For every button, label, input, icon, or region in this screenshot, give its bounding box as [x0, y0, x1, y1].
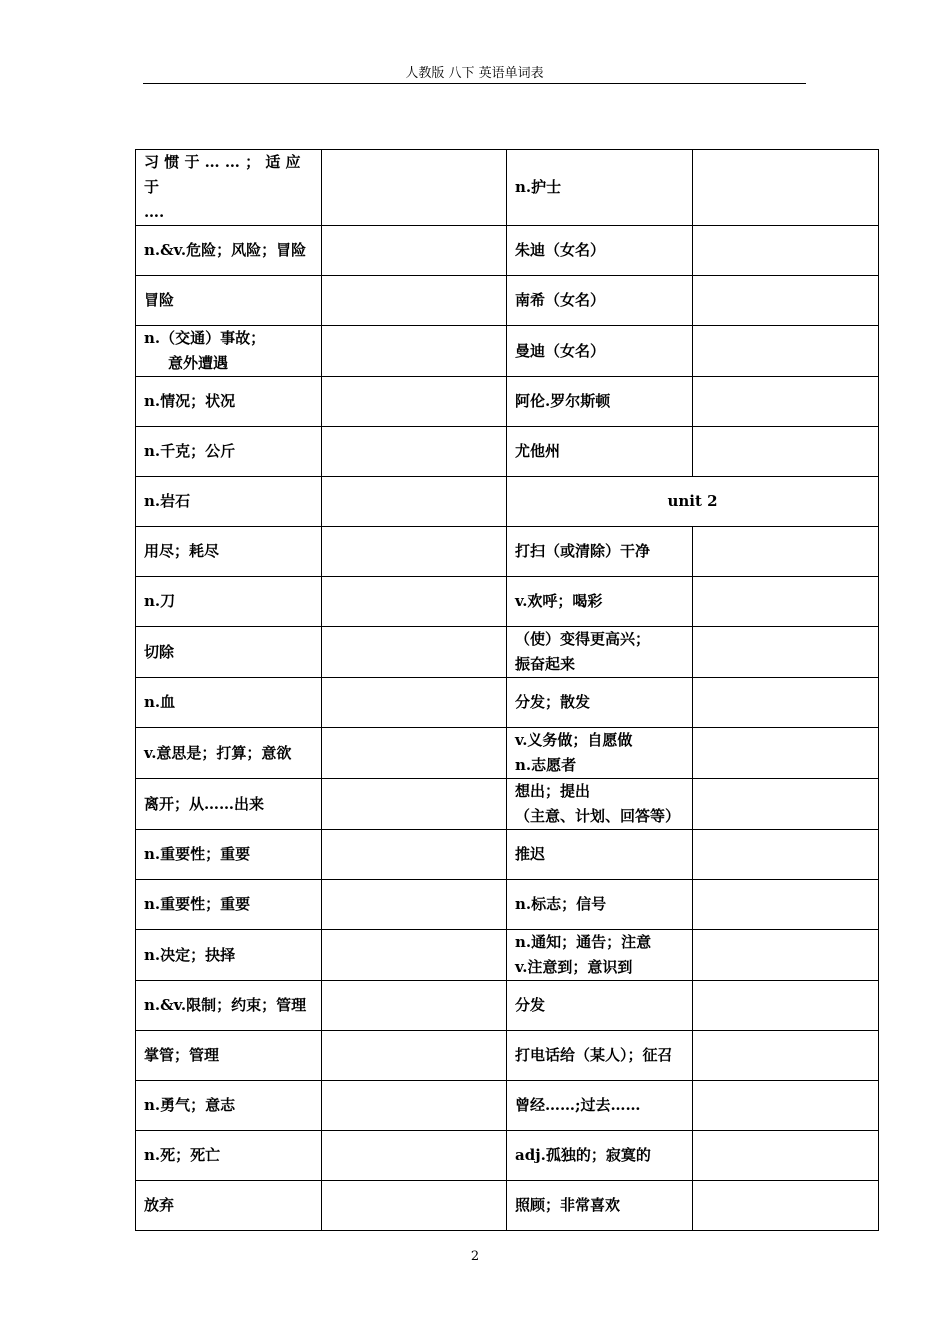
entry-text: v.注意到；意识到: [515, 958, 633, 976]
answer-blank-cell[interactable]: [322, 326, 507, 377]
entry-text: n.志愿者: [515, 756, 577, 774]
chinese-meaning-cell: [507, 1181, 693, 1231]
entry-text: （使）变得更高兴；: [515, 630, 651, 648]
answer-blank-cell[interactable]: [322, 226, 507, 276]
answer-blank-cell[interactable]: [322, 477, 507, 527]
chinese-meaning-cell: [136, 1031, 322, 1081]
answer-blank-cell[interactable]: [693, 1131, 879, 1181]
entry-text: 分发；散发: [515, 693, 591, 711]
chinese-meaning-cell: [507, 577, 693, 627]
entry-text: ….: [144, 203, 165, 221]
entry-text: n.千克；公斤: [144, 442, 236, 460]
answer-blank-cell[interactable]: [322, 577, 507, 627]
chinese-meaning-cell: [136, 577, 322, 627]
answer-blank-cell[interactable]: [693, 830, 879, 880]
chinese-meaning-cell: [507, 678, 693, 728]
answer-blank-cell[interactable]: [693, 276, 879, 326]
chinese-meaning-cell: [507, 627, 693, 678]
entry-text: 离开；从……出来: [144, 794, 265, 813]
chinese-meaning-cell: [507, 1131, 693, 1181]
table-row: [136, 728, 879, 779]
answer-blank-cell[interactable]: [693, 226, 879, 276]
chinese-meaning-cell: [507, 527, 693, 577]
table-row: [136, 1031, 879, 1081]
chinese-meaning-cell: [507, 981, 693, 1031]
answer-blank-cell[interactable]: [693, 779, 879, 830]
chinese-meaning-cell: [136, 930, 322, 981]
answer-blank-cell[interactable]: [322, 627, 507, 678]
chinese-meaning-cell: [507, 377, 693, 427]
unit-heading: unit 2: [507, 477, 879, 527]
chinese-meaning-cell: [507, 427, 693, 477]
vocabulary-table-body: [136, 150, 879, 1231]
entry-text: n.勇气；意志: [144, 1096, 236, 1114]
table-row: [136, 830, 879, 880]
entry-text: 推迟: [515, 845, 546, 863]
answer-blank-cell[interactable]: [322, 830, 507, 880]
entry-text: 切除: [144, 642, 175, 661]
entry-text: n.标志；信号: [515, 895, 607, 913]
entry-text: 尤他州: [515, 442, 561, 460]
header-rule: [143, 83, 806, 84]
entry-text: 曾经……;过去……: [515, 1096, 641, 1114]
answer-blank-cell[interactable]: [322, 1031, 507, 1081]
chinese-meaning-cell: [507, 830, 693, 880]
entry-text: n.刀: [144, 592, 176, 610]
chinese-meaning-cell: [507, 326, 693, 377]
entry-text: v.意思是；打算；意欲: [144, 743, 292, 762]
answer-blank-cell[interactable]: [693, 427, 879, 477]
chinese-meaning-cell: [507, 276, 693, 326]
chinese-meaning-cell: [136, 527, 322, 577]
entry-text: n.护士: [515, 178, 562, 196]
entry-text: 想出；提出: [515, 782, 591, 800]
page-number: 2: [470, 1249, 480, 1264]
table-row: [136, 1131, 879, 1181]
answer-blank-cell[interactable]: [322, 377, 507, 427]
table-row: [136, 477, 879, 527]
entry-text: 冒险: [144, 291, 175, 309]
chinese-meaning-cell: [136, 150, 322, 226]
answer-blank-cell[interactable]: [693, 728, 879, 779]
chinese-meaning-cell: [507, 1031, 693, 1081]
answer-blank-cell[interactable]: [693, 678, 879, 728]
entry-text: 分发: [515, 996, 546, 1014]
answer-blank-cell[interactable]: [322, 728, 507, 779]
answer-blank-cell[interactable]: [693, 930, 879, 981]
entry-text: n.重要性；重要: [144, 845, 251, 863]
chinese-meaning-cell: [136, 728, 322, 779]
entry-text: 曼迪（女名）: [515, 341, 606, 360]
chinese-meaning-cell: [136, 226, 322, 276]
chinese-meaning-cell: [507, 1081, 693, 1131]
entry-text: 照顾；非常喜欢: [515, 1196, 621, 1214]
chinese-meaning-cell: [507, 150, 693, 226]
entry-text: 打电话给（某人）；征召: [515, 1046, 673, 1064]
table-row: [136, 930, 879, 981]
answer-blank-cell[interactable]: [322, 880, 507, 930]
chinese-meaning-cell: [507, 880, 693, 930]
answer-blank-cell[interactable]: [322, 527, 507, 577]
entry-text: n.死；死亡: [144, 1146, 221, 1164]
page-header: 人教版 八下 英语单词表: [405, 66, 544, 81]
entry-text: 意外遭遇: [168, 354, 229, 372]
entry-text: 用尽；耗尽: [144, 542, 220, 560]
chinese-meaning-cell: [136, 377, 322, 427]
entry-text: n.岩石: [144, 492, 191, 510]
entry-text: 习 惯 于 … … ； 适 应 于: [144, 153, 301, 196]
chinese-meaning-cell: [136, 1181, 322, 1231]
answer-blank-cell[interactable]: [322, 427, 507, 477]
chinese-meaning-cell: [136, 678, 322, 728]
chinese-meaning-cell: [507, 728, 693, 779]
table-row: [136, 981, 879, 1031]
entry-text: n.决定；抉择: [144, 945, 236, 964]
entry-text: 振奋起来: [515, 655, 576, 673]
answer-blank-cell[interactable]: [693, 1181, 879, 1231]
entry-text: 南希（女名）: [515, 291, 606, 309]
chinese-meaning-cell: [507, 930, 693, 981]
answer-blank-cell[interactable]: [693, 981, 879, 1031]
chinese-meaning-cell: [136, 830, 322, 880]
answer-blank-cell[interactable]: [322, 1181, 507, 1231]
chinese-meaning-cell: [136, 477, 322, 527]
table-row: [136, 1081, 879, 1131]
answer-blank-cell[interactable]: [322, 981, 507, 1031]
table-row: [136, 627, 879, 678]
chinese-meaning-cell: [136, 627, 322, 678]
table-row: [136, 427, 879, 477]
answer-blank-cell[interactable]: [322, 276, 507, 326]
answer-blank-cell[interactable]: [693, 627, 879, 678]
answer-blank-cell[interactable]: [322, 1131, 507, 1181]
table-row: [136, 226, 879, 276]
entry-text: 放弃: [144, 1196, 175, 1214]
entry-text: n.（交通）事故；: [144, 329, 266, 347]
chinese-meaning-cell: [136, 981, 322, 1031]
chinese-meaning-cell: [136, 326, 322, 377]
entry-text: n.&v.危险；风险；冒险: [144, 241, 307, 259]
answer-blank-cell[interactable]: [693, 880, 879, 930]
table-row: [136, 527, 879, 577]
answer-blank-cell[interactable]: [322, 150, 507, 226]
table-row: [136, 377, 879, 427]
answer-blank-cell[interactable]: [693, 1031, 879, 1081]
answer-blank-cell[interactable]: [693, 527, 879, 577]
table-row: [136, 276, 879, 326]
table-row: [136, 150, 879, 226]
entry-text: n.重要性；重要: [144, 895, 251, 913]
table-row: [136, 1181, 879, 1231]
vocabulary-table: [135, 149, 879, 1231]
chinese-meaning-cell: [507, 226, 693, 276]
chinese-meaning-cell: [136, 427, 322, 477]
entry-text: 掌管；管理: [144, 1046, 220, 1064]
chinese-meaning-cell: [136, 276, 322, 326]
chinese-meaning-cell: [507, 779, 693, 830]
answer-blank-cell[interactable]: [322, 1081, 507, 1131]
chinese-meaning-cell: [136, 880, 322, 930]
answer-blank-cell[interactable]: [693, 1081, 879, 1131]
table-row: [136, 880, 879, 930]
table-row: [136, 577, 879, 627]
entry-text: n.情况；状况: [144, 392, 236, 410]
entry-text: adj.孤独的；寂寞的: [515, 1146, 651, 1164]
table-row: [136, 678, 879, 728]
table-row: [136, 326, 879, 377]
answer-blank-cell[interactable]: [693, 326, 879, 377]
entry-text: n.血: [144, 693, 176, 711]
answer-blank-cell[interactable]: [322, 930, 507, 981]
entry-text: 朱迪（女名）: [515, 241, 606, 259]
entry-text: v.义务做；自愿做: [515, 731, 633, 749]
table-row: [136, 779, 879, 830]
entry-text: n.通知；通告；注意: [515, 933, 652, 951]
entry-text: 阿伦.罗尔斯顿: [515, 392, 611, 410]
answer-blank-cell[interactable]: [322, 678, 507, 728]
entry-text: （主意、计划、回答等）: [515, 807, 681, 825]
entry-text: n.&v.限制；约束；管理: [144, 996, 307, 1014]
entry-text: v.欢呼；喝彩: [515, 592, 603, 610]
chinese-meaning-cell: [136, 1131, 322, 1181]
answer-blank-cell[interactable]: [322, 779, 507, 830]
answer-blank-cell[interactable]: [693, 377, 879, 427]
chinese-meaning-cell: [136, 1081, 322, 1131]
entry-text: 打扫（或清除）干净: [515, 542, 651, 560]
chinese-meaning-cell: [136, 779, 322, 830]
answer-blank-cell[interactable]: [693, 150, 879, 226]
answer-blank-cell[interactable]: [693, 577, 879, 627]
